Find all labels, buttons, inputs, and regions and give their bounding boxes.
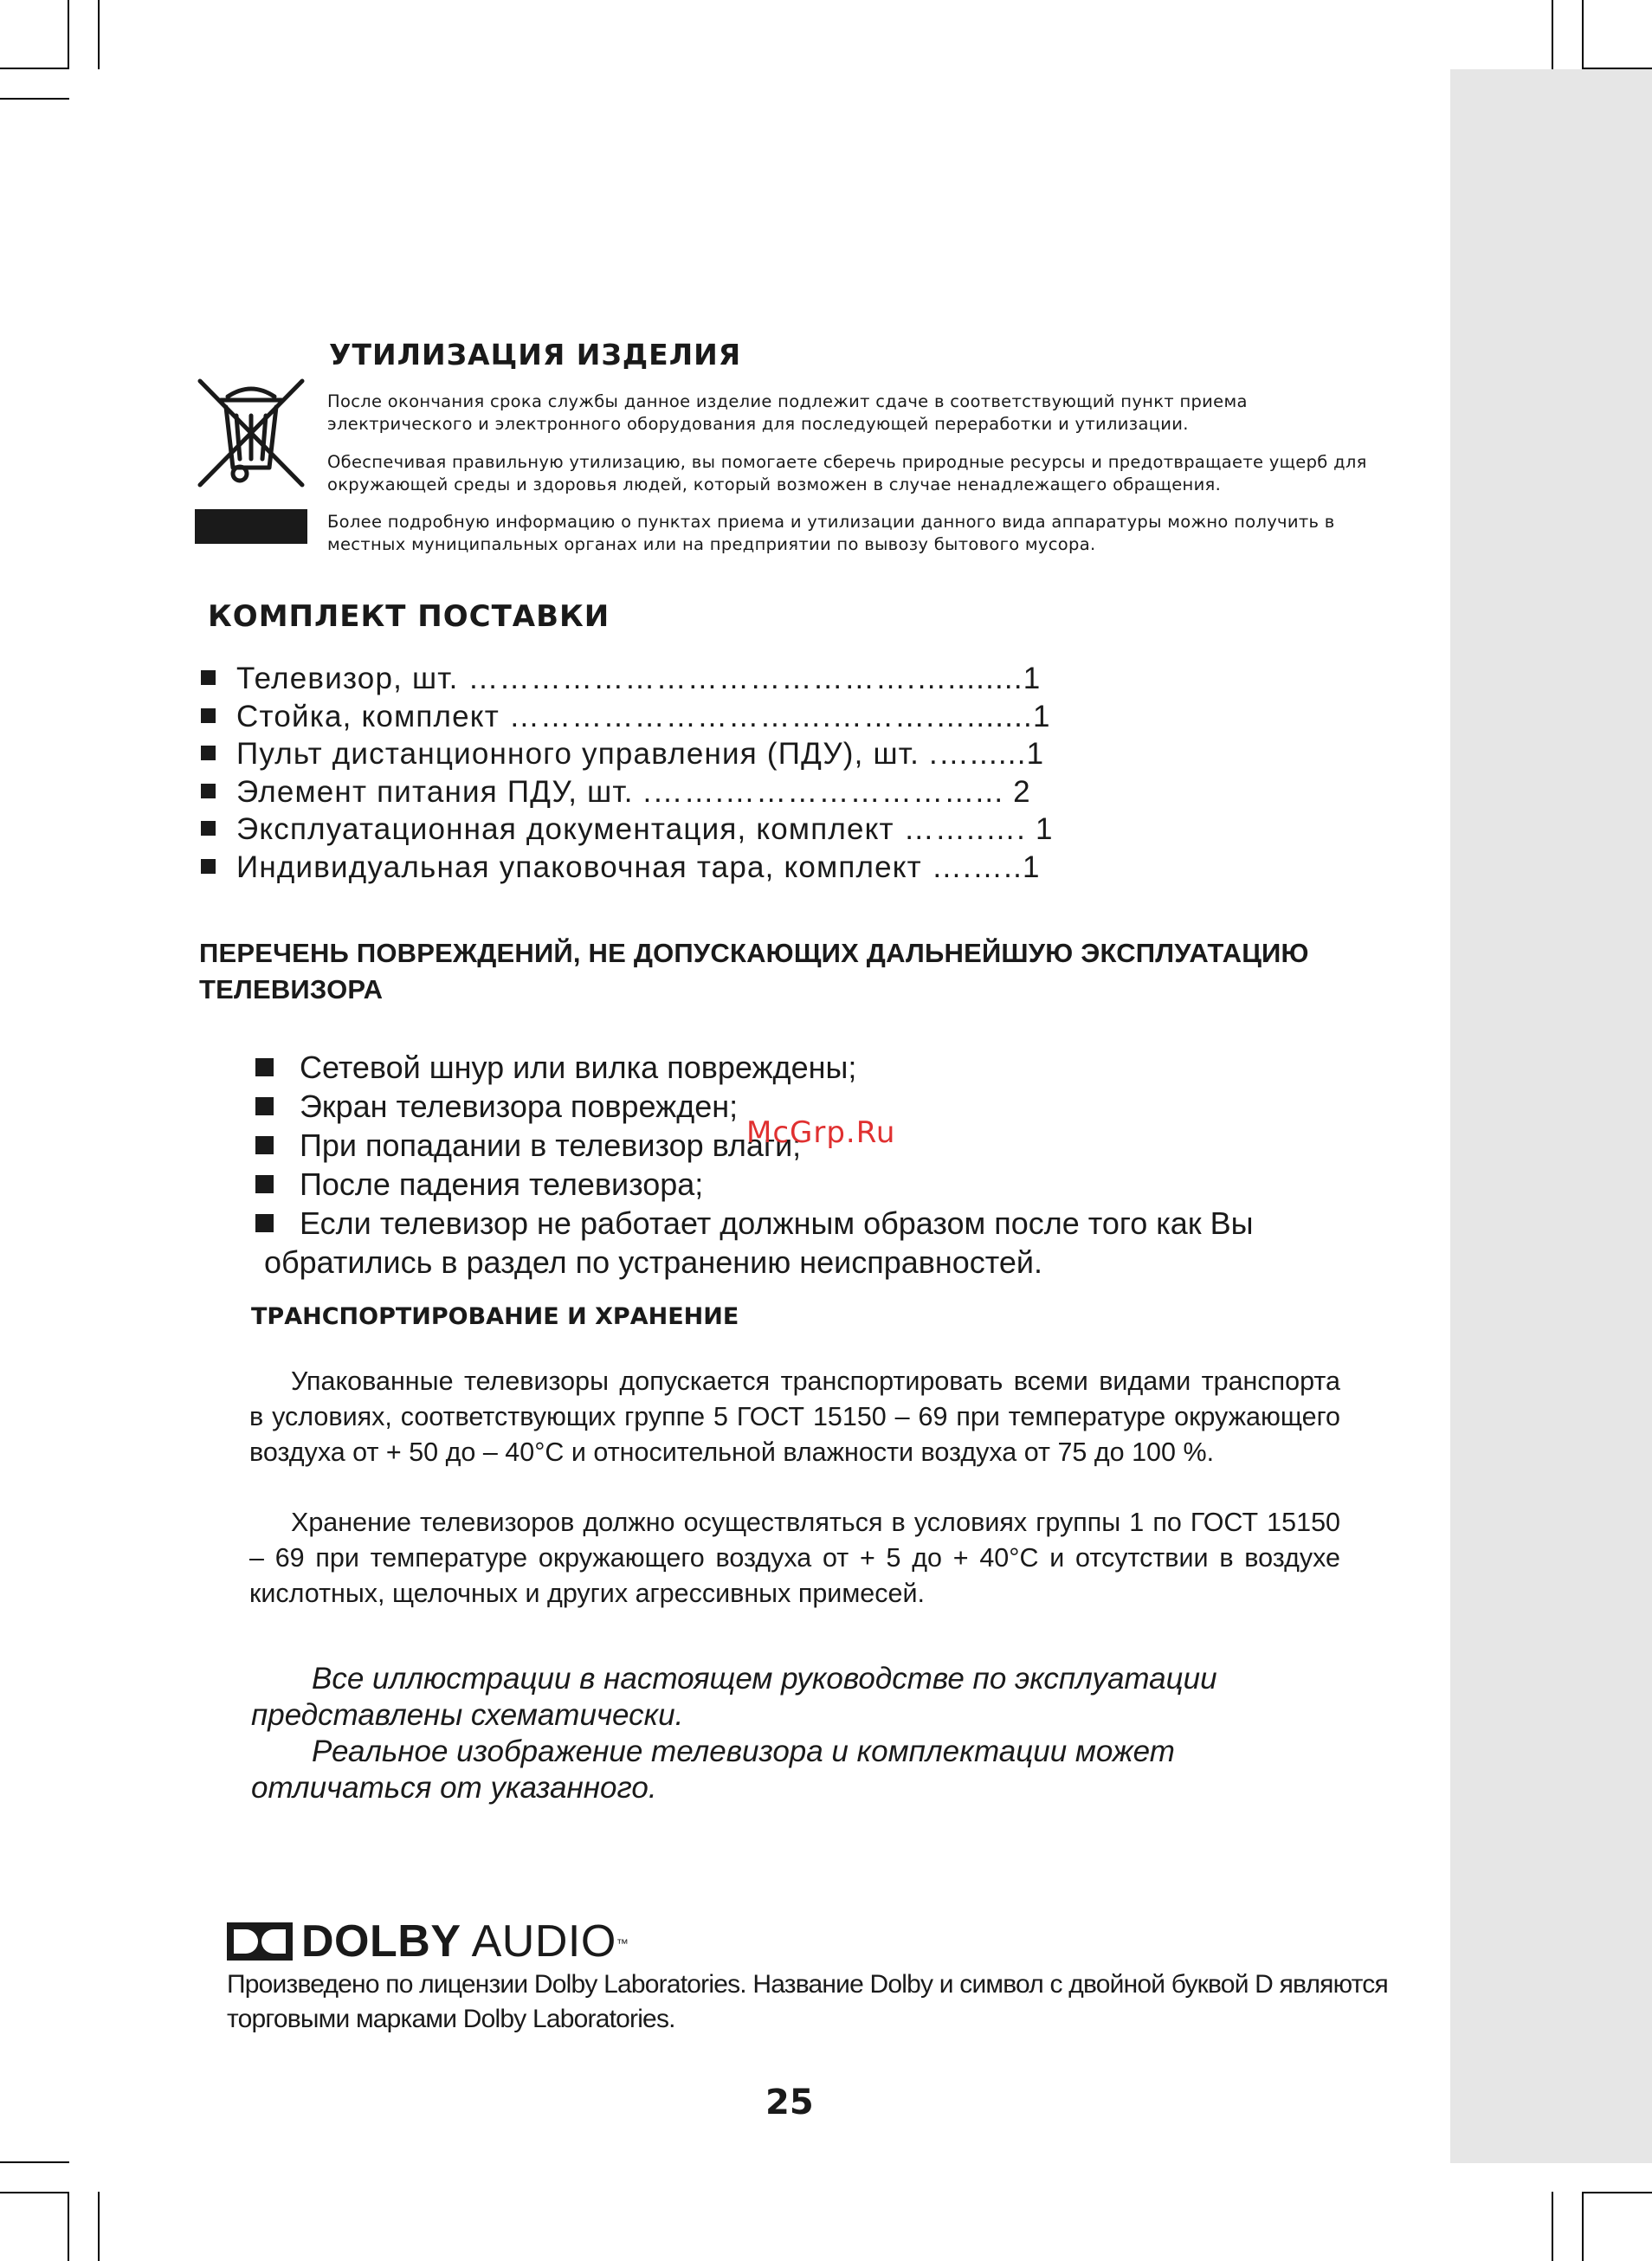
supply-list — [201, 660, 1054, 886]
list-item: После падения телевизора; — [255, 1165, 1253, 1204]
damage-continuation: обратились в раздел по устранению неисправностей. — [264, 1244, 1043, 1280]
bullet-icon — [255, 1058, 274, 1076]
crop-mark — [0, 68, 69, 69]
bullet-icon — [201, 859, 216, 874]
crop-mark — [98, 2192, 100, 2261]
crop-mark — [68, 2192, 69, 2261]
list-item: Стойка, комплект ………………………….……….….......1 — [201, 698, 1054, 736]
list-item: Эксплуатационная документация, комплект ……..…. 1 — [201, 811, 1054, 849]
list-item: Элемент питания ПДУ, шт. .…….……………………... 2 — [201, 773, 1054, 811]
watermark: McGrp.Ru — [746, 1115, 896, 1150]
supply-title: КОМПЛЕКТ ПОСТАВКИ — [208, 599, 610, 634]
disposal-paragraph: Обеспечивая правильную утилизацию, вы помогаете сберечь природные ресурсы и предотвращаете ущерб для окружающей среды и здоровья людей, который возможен в случае ненадлежащего обращения. — [327, 452, 1367, 494]
list-item: При попадании в телевизор влаги; — [255, 1126, 1253, 1165]
transport-title: ТРАНСПОРТИРОВАНИЕ И ХРАНЕНИЕ — [251, 1303, 739, 1330]
bullet-icon — [201, 708, 216, 723]
bullet-icon — [201, 746, 216, 760]
crop-mark — [0, 98, 69, 100]
crop-mark — [1583, 2192, 1652, 2193]
list-item: Телевизор, шт. …………………………………….…........1 — [201, 660, 1054, 698]
list-item: Сетевой шнур или вилка повреждены; — [255, 1048, 1253, 1087]
disposal-paragraph: Более подробную информацию о пунктах приема и утилизации данного вида аппаратуры можно получить в местных муниципальных органах или на предприятии по вывозу бытового мусора. — [327, 512, 1335, 554]
crossed-out-wheelie-bin-icon — [195, 372, 307, 546]
bullet-icon — [255, 1175, 274, 1193]
bullet-icon — [255, 1136, 274, 1154]
list-item: Индивидуальная упаковочная тара, комплект ….…..1 — [201, 849, 1054, 887]
disposal-paragraph: После окончания срока службы данное изделие подлежит сдаче в соответствующий пункт приема электрического и электронного оборудования для последующей переработки и утилизации. — [327, 391, 1248, 434]
transport-paragraph: Упакованные телевизоры допускается транспортировать всеми видами транспорта в условиях, соответствующих группе 5 ГОСТ 15150 – 69 при температуре окружающего воздуха от + 50 до – 40°С и относительной влажности воздуха от 75 до 100 %. — [249, 1366, 1340, 1467]
dolby-double-d-icon — [227, 1922, 293, 1961]
page-number: 25 — [765, 2083, 814, 2122]
dolby-wordmark: DOLBY AUDIO™ — [301, 1916, 629, 1967]
disposal-title: УТИЛИЗАЦИЯ ИЗДЕЛИЯ — [329, 338, 742, 371]
illustration-note: Все иллюстрации в настоящем руководстве по эксплуатации представлены схематически. — [251, 1662, 1217, 1732]
bullet-icon — [201, 821, 216, 836]
transport-paragraph: Хранение телевизоров должно осуществляться в условиях группы 1 по ГОСТ 15150 – 69 при температуре окружающего воздуха от + 5 до + 40°С и отсутствии в воздухе кислотных, щелочных и других агрессивных примесей. — [249, 1508, 1340, 1608]
crop-mark — [1552, 2192, 1553, 2261]
dolby-license-note: Произведено по лицензии Dolby Laboratories. Название Dolby и символ с двойной буквой D являются торговыми марками Dolby Laboratories. — [227, 1970, 1388, 2033]
illustration-note: Реальное изображение телевизора и комплектации может отличаться от указанного. — [251, 1735, 1175, 1805]
list-item: Пульт дистанционного управления (ПДУ), шт. .…......1 — [201, 735, 1054, 773]
crop-mark — [1552, 0, 1553, 69]
crop-mark — [0, 2192, 69, 2193]
list-item: Экран телевизора поврежден; — [255, 1087, 1253, 1126]
bullet-icon — [255, 1214, 274, 1232]
bullet-icon — [255, 1097, 274, 1115]
list-item: Если телевизор не работает должным образом после того как Вы — [255, 1204, 1253, 1243]
page-edge-band — [1450, 69, 1652, 2163]
crop-mark — [68, 0, 69, 69]
bullet-icon — [201, 784, 216, 798]
damage-title: ПЕРЕЧЕНЬ ПОВРЕЖДЕНИЙ, НЕ ДОПУСКАЮЩИХ ДАЛЬНЕЙШУЮ ЭКСПЛУАТАЦИЮ ТЕЛЕВИЗОРА — [199, 938, 1309, 1005]
crop-mark — [98, 0, 100, 69]
crop-mark — [0, 2161, 69, 2163]
crop-mark — [1582, 0, 1584, 69]
crop-mark — [1582, 2192, 1584, 2261]
bullet-icon — [201, 670, 216, 685]
